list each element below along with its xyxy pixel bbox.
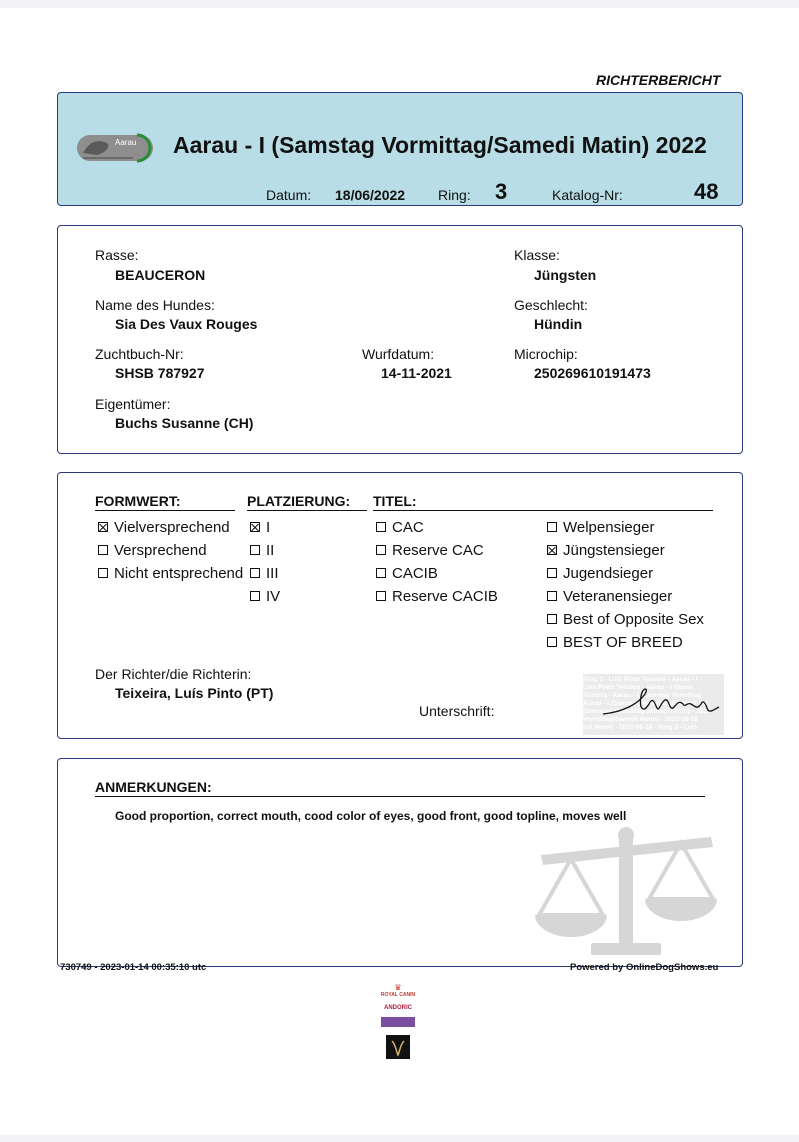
titel-option[interactable]: Reserve CACIB xyxy=(376,588,498,611)
formwert-heading: FORMWERT: xyxy=(95,493,181,509)
checkbox[interactable] xyxy=(250,545,260,555)
checkbox-checked[interactable] xyxy=(98,522,108,532)
checkbox[interactable] xyxy=(547,522,557,532)
checkbox[interactable] xyxy=(98,568,108,578)
titel-option[interactable]: BEST OF BREED xyxy=(547,634,704,657)
event-header xyxy=(57,92,743,206)
checkbox[interactable] xyxy=(98,545,108,555)
platzierung-heading: PLATZIERUNG: xyxy=(247,493,351,509)
checkbox[interactable] xyxy=(250,568,260,578)
report-page xyxy=(0,8,799,1135)
platzierung-option[interactable]: II xyxy=(250,542,280,565)
microchip-label: Microchip: xyxy=(514,346,578,362)
club-logo xyxy=(77,131,153,165)
formwert-option[interactable]: Versprechend xyxy=(98,542,248,565)
formwert-option[interactable]: Vielversprechend xyxy=(98,519,248,542)
platzierung-options xyxy=(250,519,280,611)
klasse-label: Klasse: xyxy=(514,247,560,263)
titel-heading: TITEL: xyxy=(373,493,417,509)
footer-id: 730749 - 2023-01-14 00:35:10 utc xyxy=(60,962,207,973)
remarks-heading: ANMERKUNGEN: xyxy=(95,779,212,795)
report-title: RICHTERBERICHT xyxy=(596,72,721,88)
titel-option[interactable]: Jugendsieger xyxy=(547,565,704,588)
footer-powered-by: Powered by OnlineDogShows.eu xyxy=(570,962,719,973)
sponsor-logo-purple xyxy=(381,1017,415,1027)
sponsor-logo-dark xyxy=(386,1035,410,1059)
platzierung-option[interactable]: IV xyxy=(250,588,280,611)
geschlecht-label: Geschlecht: xyxy=(514,297,588,313)
checkbox[interactable] xyxy=(376,591,386,601)
katalog-value: 48 xyxy=(694,179,719,204)
checkbox[interactable] xyxy=(547,591,557,601)
zuchtbuch-label: Zuchtbuch-Nr: xyxy=(95,346,184,362)
signature-image: Ring 3 - Luís Pinto Teixeira - Aarau - I Luís Pinto Teixeira - Aarau - I (Sams Teixeira - Aarau - I (Samstag Vormittag Aarau - I (Samstag Vormittag/Samedi Ma (Samstag Vormittag/Samedi Matin) - 2022 Vormittag/Samedi Matin) - 2022-06-18 edi Matin) - 2022-06-18 - Ring 3 - Luís xyxy=(583,674,724,735)
titel-option[interactable]: CACIB xyxy=(376,565,498,588)
remarks xyxy=(57,758,743,967)
sponsor-logos xyxy=(380,983,416,1059)
klasse-value: Jüngsten xyxy=(534,267,597,283)
titel-option[interactable]: Reserve CAC xyxy=(376,542,498,565)
rasse-value: BEAUCERON xyxy=(115,267,206,283)
name-label: Name des Hundes: xyxy=(95,297,215,313)
dog-details xyxy=(57,225,743,454)
titel-option[interactable]: Best of Opposite Sex xyxy=(547,611,704,634)
titel-options-column-1 xyxy=(376,519,498,611)
ring-label: Ring: xyxy=(438,187,471,203)
formwert-heading-rule xyxy=(95,493,235,511)
checkbox-checked[interactable] xyxy=(547,545,557,555)
remarks-heading-rule xyxy=(95,779,705,797)
formwert-option[interactable]: Nicht entsprechend xyxy=(98,565,248,588)
zuchtbuch-value: SHSB 787927 xyxy=(115,365,205,381)
logo-text: Aarau xyxy=(115,138,137,147)
geschlecht-value: Hündin xyxy=(534,316,583,332)
checkbox[interactable] xyxy=(376,522,386,532)
scales-icon xyxy=(531,825,721,957)
unterschrift-label: Unterschrift: xyxy=(419,703,495,719)
datum-value: 18/06/2022 xyxy=(335,187,406,203)
eigentuemer-label: Eigentümer: xyxy=(95,396,171,412)
titel-option[interactable]: Jüngstensieger xyxy=(547,542,704,565)
richter-label: Der Richter/die Richterin: xyxy=(95,666,252,682)
checkbox[interactable] xyxy=(376,568,386,578)
checkbox[interactable] xyxy=(376,545,386,555)
wurfdatum-value: 14-11-2021 xyxy=(381,365,452,381)
titel-heading-rule xyxy=(373,493,713,511)
checkbox[interactable] xyxy=(547,637,557,647)
platzierung-option[interactable]: I xyxy=(250,519,280,542)
andoric-logo: ANDORIC xyxy=(384,1005,412,1011)
checkbox-checked[interactable] xyxy=(250,522,260,532)
royal-canin-logo: ♛ ROYAL CANIN xyxy=(380,983,416,998)
eigentuemer-value: Buchs Susanne (CH) xyxy=(115,415,254,431)
remarks-text: Good proportion, correct mouth, cood color of eyes, good front, good topline, moves well xyxy=(115,809,627,823)
ring-value: 3 xyxy=(495,179,508,204)
microchip-value: 250269610191473 xyxy=(534,365,651,381)
checkbox[interactable] xyxy=(250,591,260,601)
name-value: Sia Des Vaux Rouges xyxy=(115,316,258,332)
platzierung-option[interactable]: III xyxy=(250,565,280,588)
richter-value: Teixeira, Luís Pinto (PT) xyxy=(115,685,274,701)
katalog-label: Katalog-Nr: xyxy=(552,187,623,203)
platzierung-heading-rule xyxy=(247,493,367,511)
titel-option[interactable]: Welpensieger xyxy=(547,519,704,542)
titel-option[interactable]: Veteranensieger xyxy=(547,588,704,611)
formwert-options xyxy=(98,519,248,588)
checkbox[interactable] xyxy=(547,614,557,624)
titel-option[interactable]: CAC xyxy=(376,519,498,542)
titel-options-column-2 xyxy=(547,519,704,657)
datum-label: Datum: xyxy=(266,187,312,203)
checkbox[interactable] xyxy=(547,568,557,578)
rasse-label: Rasse: xyxy=(95,247,139,263)
wurfdatum-label: Wurfdatum: xyxy=(362,346,435,362)
event-title: Aarau - I (Samstag Vormittag/Samedi Matin) 2022 xyxy=(173,132,707,158)
